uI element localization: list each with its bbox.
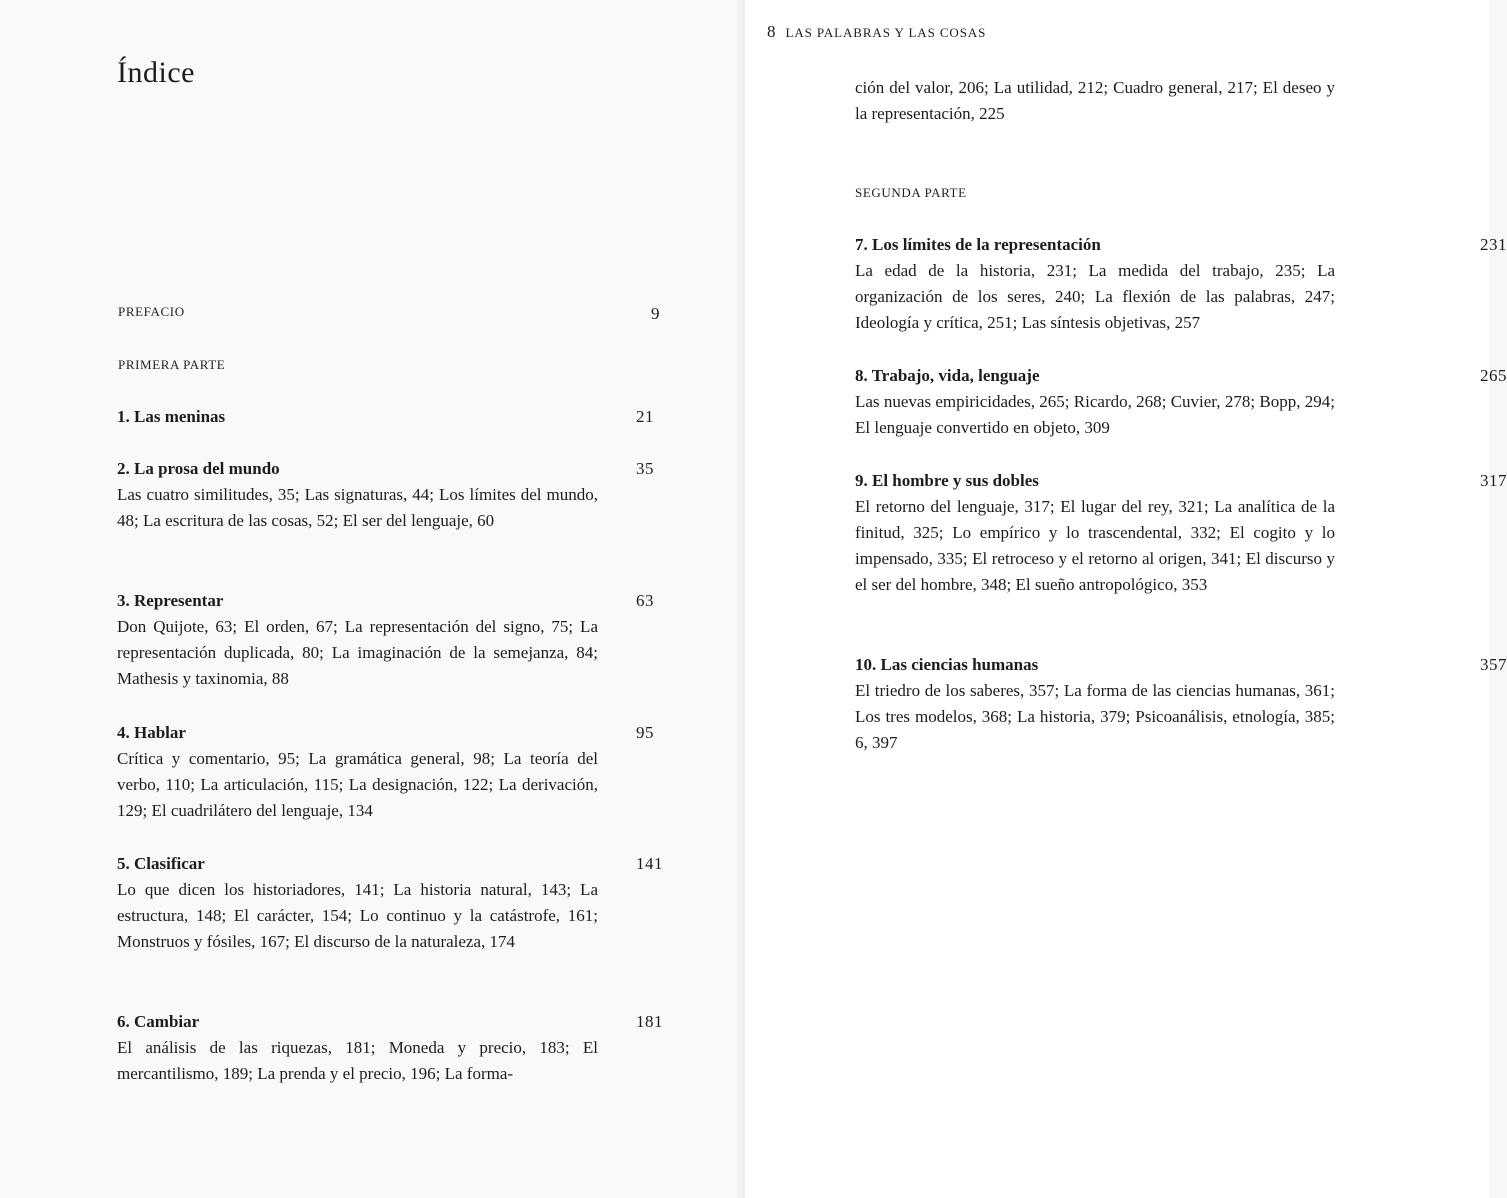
entry-text: Don Quijote, 63; El orden, 67; La representación del signo, 75; La representación duplicada, 80; La imaginación de la semejanza, 84; Mathesis y taxinomia, 88 (117, 617, 598, 688)
entry-heading: 9. El hombre y sus dobles (855, 471, 1039, 490)
toc-entry (117, 588, 654, 692)
entry-page: 231 (1480, 235, 1507, 254)
entry-heading: 2. La prosa del mundo (117, 459, 280, 478)
part-label-primera: PRIMERA PARTE (118, 357, 226, 372)
entry-text: El triedro de los saberes, 357; La forma de las ciencias humanas, 361; Los tres modelos, 368; La historia, 379; Psicoanálisis, etnología, 385; 6, 397 (855, 681, 1335, 752)
running-title: LAS PALABRAS Y LAS COSAS (785, 25, 987, 40)
entry-page: 317 (1480, 471, 1507, 490)
prefacio-page: 9 (651, 304, 660, 323)
entry-page: 265 (1480, 366, 1507, 385)
toc-entry (117, 404, 654, 430)
entry-text: El análisis de las riquezas, 181; Moneda y precio, 183; El mercantilismo, 189; La prenda y el precio, 196; La forma- (117, 1038, 598, 1083)
entry-page: 357 (1480, 655, 1507, 674)
entry-heading: 7. Los límites de la representación (855, 235, 1101, 254)
prefacio-label: PREFACIO (118, 304, 185, 319)
entry-heading: 10. Las ciencias humanas (855, 655, 1039, 674)
entry-heading: 1. Las meninas (117, 407, 226, 426)
right-page-entries (745, 0, 1507, 1198)
entry-text: La edad de la historia, 231; La medida del trabajo, 235; La organización de los seres, 240; La flexión de las palabras, 247; Ideología y crítica, 251; Las síntesis objetivas, 257 (855, 261, 1335, 332)
entry-text: El retorno del lenguaje, 317; El lugar del rey, 321; La analítica de la finitud, 325; Lo empírico y lo trascendental, 332; El cogito y lo impensado, 335; El retroceso y el retorno al origen, 341; El discurso y el ser del hombre, 348; El sueño antropológico, 353 (855, 497, 1335, 594)
entry-heading: 6. Cambiar (117, 1012, 200, 1031)
entry-page: 63 (636, 591, 654, 610)
toc-entry (117, 456, 654, 534)
entry-heading: 8. Trabajo, vida, lenguaje (855, 366, 1040, 385)
entry-text: Lo que dicen los historiadores, 141; La historia natural, 143; La estructura, 148; El carácter, 154; Lo continuo y la catástrofe, 161; Monstruos y fósiles, 167; El discurso de la naturaleza, 174 (117, 880, 598, 951)
toc-entry (117, 720, 654, 824)
toc-entry (117, 851, 663, 955)
left-page (0, 0, 745, 1198)
entry-heading: 5. Clasificar (117, 854, 205, 873)
toc-entry (855, 652, 1507, 756)
entry-heading: 4. Hablar (117, 723, 186, 742)
entry-page: 181 (636, 1012, 663, 1031)
entry-text: Crítica y comentario, 95; La gramática general, 98; La teoría del verbo, 110; La articulación, 115; La designación, 122; La derivación, 129; El cuadrilátero del lenguaje, 134 (117, 749, 598, 820)
toc-entry (855, 468, 1507, 598)
entry-page: 95 (636, 723, 654, 742)
page-number: 8 (767, 22, 776, 41)
part-label-segunda: SEGUNDA PARTE (855, 185, 967, 200)
toc-entry (855, 363, 1507, 441)
toc-entry (855, 232, 1507, 336)
toc-entry (117, 1009, 663, 1087)
entry-text: Las cuatro similitudes, 35; Las signaturas, 44; Los límites del mundo, 48; La escritura de las cosas, 52; El ser del lenguaje, 60 (117, 485, 598, 530)
entry-text: Las nuevas empiricidades, 265; Ricardo, 268; Cuvier, 278; Bopp, 294; El lenguaje convertido en objeto, 309 (855, 392, 1335, 437)
entry-heading: 3. Representar (117, 591, 224, 610)
entry-page: 21 (636, 407, 654, 426)
page-title: Índice (117, 56, 195, 89)
entry-page: 35 (636, 459, 654, 478)
continuation-text: ción del valor, 206; La utilidad, 212; Cuadro general, 217; El deseo y la representación, 225 (855, 78, 1335, 123)
entry-page: 141 (636, 854, 663, 873)
